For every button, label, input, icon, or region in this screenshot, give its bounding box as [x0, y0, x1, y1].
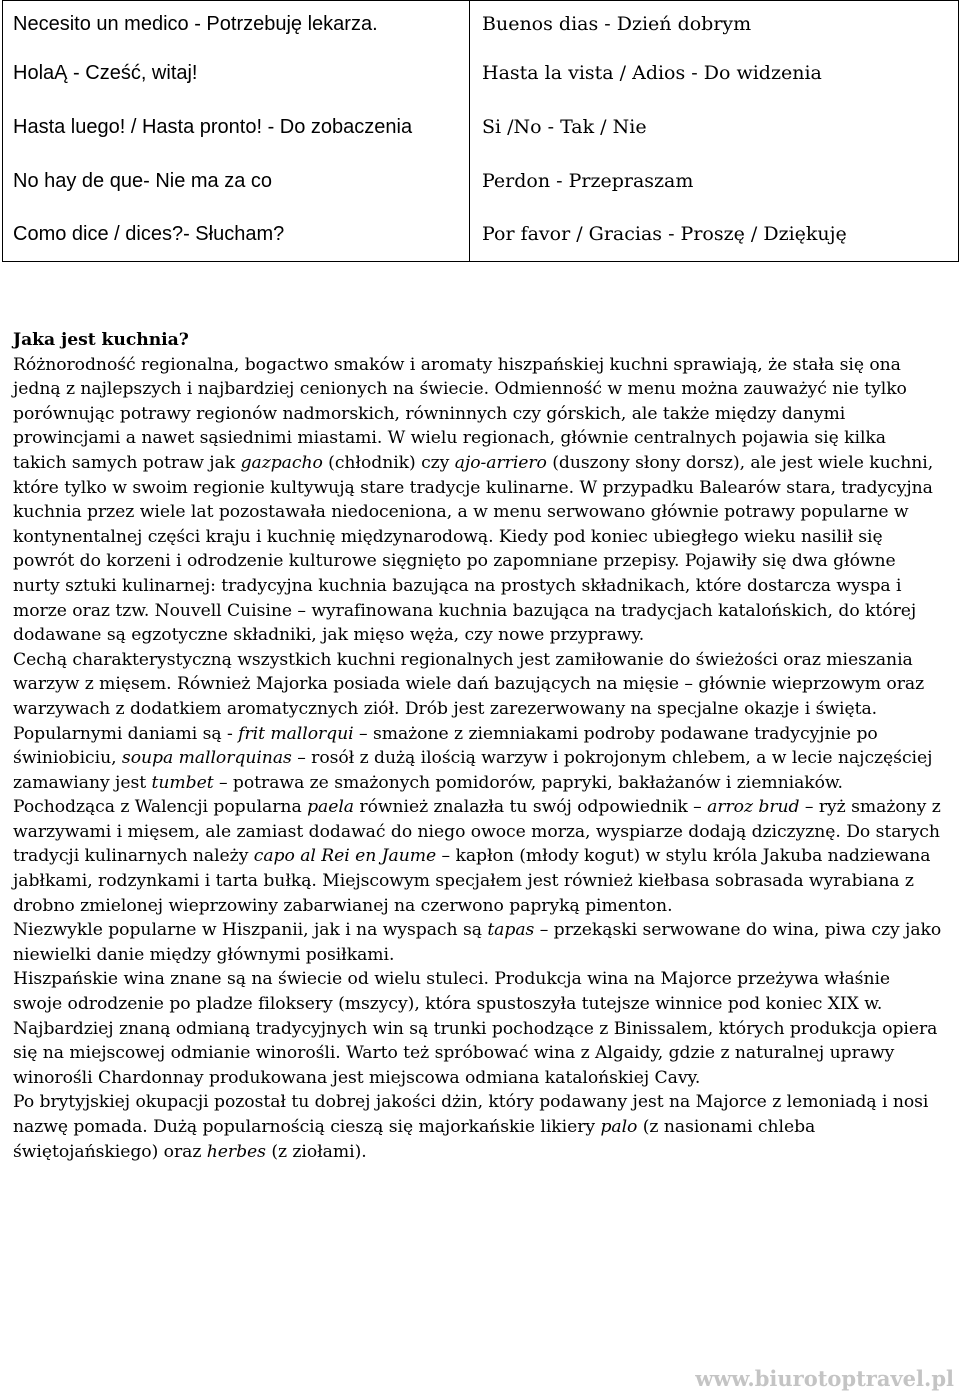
phrase-spanish-polish: HolaĄ - Cześć, witaj!	[3, 47, 470, 99]
dish-name: tumbet	[151, 772, 214, 793]
article-heading: Jaka jest kuchnia?	[13, 330, 189, 350]
paragraph-text: (duszony słony dorsz), ale jest wiele kuchni, które tylko w swoim regionie kultywują stare tradycje kulinarne. W przypadku Balearów stara, tradycyjna kuchnia przez wiele lat pozostawała niedoceniona, a w menu serwowano głównie potrawy popularne w kontynentalnej części kraju i kuchnię międzynarodową. Kiedy pod koniec ubiegłego wieku nasilił się powrót do korzeni i odrodzenie kulturowe sięgnięto po zapomniane przepisy. Pojawiły się dwa główne nurty sztuki kulinarnej: tradycyjna kuchnia bazująca na prostych składnikach, które dostarcza wyspa i morze oraz tzw. Nouvell Cuisine – wyrafinowana kuchnia bazująca na tradycjach katalońskich, do której dodawane są egzotyczne składniki, jak mięso węża, czy nowe przyprawy.	[13, 452, 934, 646]
dish-name: paela	[307, 797, 354, 818]
paragraph-wines: Hiszpańskie wina znane są na świecie od wielu stuleci. Produkcja wina na Majorce przeżywa właśnie swoje odrodzenie po pladze filoksery (mszycy), która spustoszyła tutejsze winnice pod koniec XIX w. Najbardziej znaną odmianą tradycyjnych win są trunki pochodzące z Binissalem, których produkcja opiera się na miejscowej odmianie winorośli. Warto też spróbować wina z Algaidy, gdzie z naturalnej uprawy winorośli Chardonnay produkowana jest miejscowa odmiana katalońskiej Cavy.	[13, 969, 938, 1088]
paragraph-text: – potrawa ze smażonych pomidorów, papryki, bakłażanów i ziemniaków. Pochodząca z Walencji popularna	[13, 772, 843, 818]
drink-name: herbes	[206, 1141, 266, 1162]
paragraph-text: Różnorodność regionalna, bogactwo smaków i aromaty hiszpańskiej kuchni sprawiają, że stała się ona jedną z najlepszych i najbardziej cenionych na świecie. Odmienność w menu można zauważyć nie tylko porównując potrawy regionów nadmorskich, równinnych czy górskich, ale także między danymi prowincjami a nawet sąsiednimi miastami. W wielu regionach, głównie centralnych pojawia się kilka takich samych potraw jak	[13, 354, 907, 473]
paragraph-majorca-dishes	[13, 648, 943, 919]
paragraph-text: (z nasionami chleba świętojańskiego) oraz	[13, 1117, 816, 1162]
paragraph-text: Po brytyjskiej okupacji pozostał tu dobrej jakości dżin, który podawany jest na Majorce z lemoniadą i nosi nazwę pomada. Dużą popularnością cieszą się majorkańskie likiery	[13, 1092, 929, 1137]
paragraph-text: Cechą charakterystyczną wszystkich kuchni regionalnych jest zamiłowanie do świeżości oraz mieszania warzyw z mięsem. Również Majorka posiada wiele dań bazujących na mięsie – głównie wieprzowym oraz warzywach z dodatkiem aromatycznych ziół. Drób jest zarezerwowany na specjalne okazje i święta. Popularnymi daniami są -	[13, 649, 925, 744]
dish-name: soupa mallorquinas	[121, 748, 292, 769]
phrase-spanish-polish: Hasta la vista / Adios - Do widzenia	[470, 47, 959, 99]
paragraph-text: również znalazła tu swój odpowiednik –	[353, 797, 708, 818]
dish-name: ajo-arriero	[454, 452, 547, 473]
paragraph-tapas	[13, 918, 943, 967]
phrase-spanish-polish: Hasta luego! / Hasta pronto! - Do zobaczenia	[3, 99, 470, 155]
phrase-spanish-polish: Necesito un medico - Potrzebuję lekarza.	[3, 1, 470, 48]
phrase-row	[3, 99, 959, 155]
website-footer-link[interactable]: www.biurotoptravel.pl	[695, 1366, 954, 1391]
paragraph-text: – smażone z ziemniakami podroby podawane tradycyjnie po świniobiciu,	[13, 723, 878, 769]
paragraph-liqueurs	[13, 1090, 943, 1164]
paragraph-text: (chłodnik) czy	[322, 452, 455, 473]
phrase-table	[2, 0, 959, 262]
phrase-row	[3, 47, 959, 99]
dish-name: tapas	[487, 920, 535, 941]
paragraph-text: (z ziołami).	[265, 1141, 367, 1162]
drink-name: palo	[600, 1117, 638, 1137]
phrase-spanish-polish: Si /No - Tak / Nie	[470, 99, 959, 155]
phrase-row	[3, 207, 959, 262]
phrase-spanish-polish: Como dice / dices?- Słucham?	[3, 207, 470, 262]
phrase-spanish-polish: Por favor / Gracias - Proszę / Dziękuję	[470, 207, 959, 262]
paragraph-text: – przekąski serwowane do wina, piwa czy jako niewielki danie między głównymi posiłkami.	[13, 920, 942, 965]
phrase-spanish-polish: Buenos dias - Dzień dobrym	[470, 1, 959, 48]
phrase-row	[3, 1, 959, 48]
paragraph-text: – kapłon (młody kogut) w stylu króla Jakuba nadziewana jabłkami, rodzynkami i tarta bułką. Miejscowym specjałem jest również kiełbasa sobrasada wyrabiana z drobno zmielonej wieprzowiny zabarwianej na czerwono papryką pimenton.	[13, 846, 931, 916]
article-body	[13, 328, 943, 1164]
phrase-spanish-polish: Perdon - Przepraszam	[470, 155, 959, 207]
phrase-row	[3, 155, 959, 207]
dish-name: gazpacho	[240, 452, 323, 473]
paragraph-text: Niezwykle popularne w Hiszpanii, jak i na wyspach są	[13, 920, 488, 941]
dish-name: capo al Rei en Jaume	[253, 846, 437, 867]
phrase-spanish-polish: No hay de que- Nie ma za co	[3, 155, 470, 207]
paragraph-text: – ryż smażony z warzywami i mięsem, ale zamiast dodawać do niego owoce morza, wyspiarze dodają dziczyznę. Do starych tradycji kulinarnych należy	[13, 797, 941, 867]
dish-name: arroz brud	[707, 797, 800, 818]
paragraph-regional-cuisine	[13, 353, 943, 648]
dish-name: frit mallorqui	[238, 723, 354, 744]
paragraph-text: – rosół z dużą ilością warzyw i pokrojonym chlebem, a w lecie najczęściej zamawiany jest	[13, 748, 933, 793]
